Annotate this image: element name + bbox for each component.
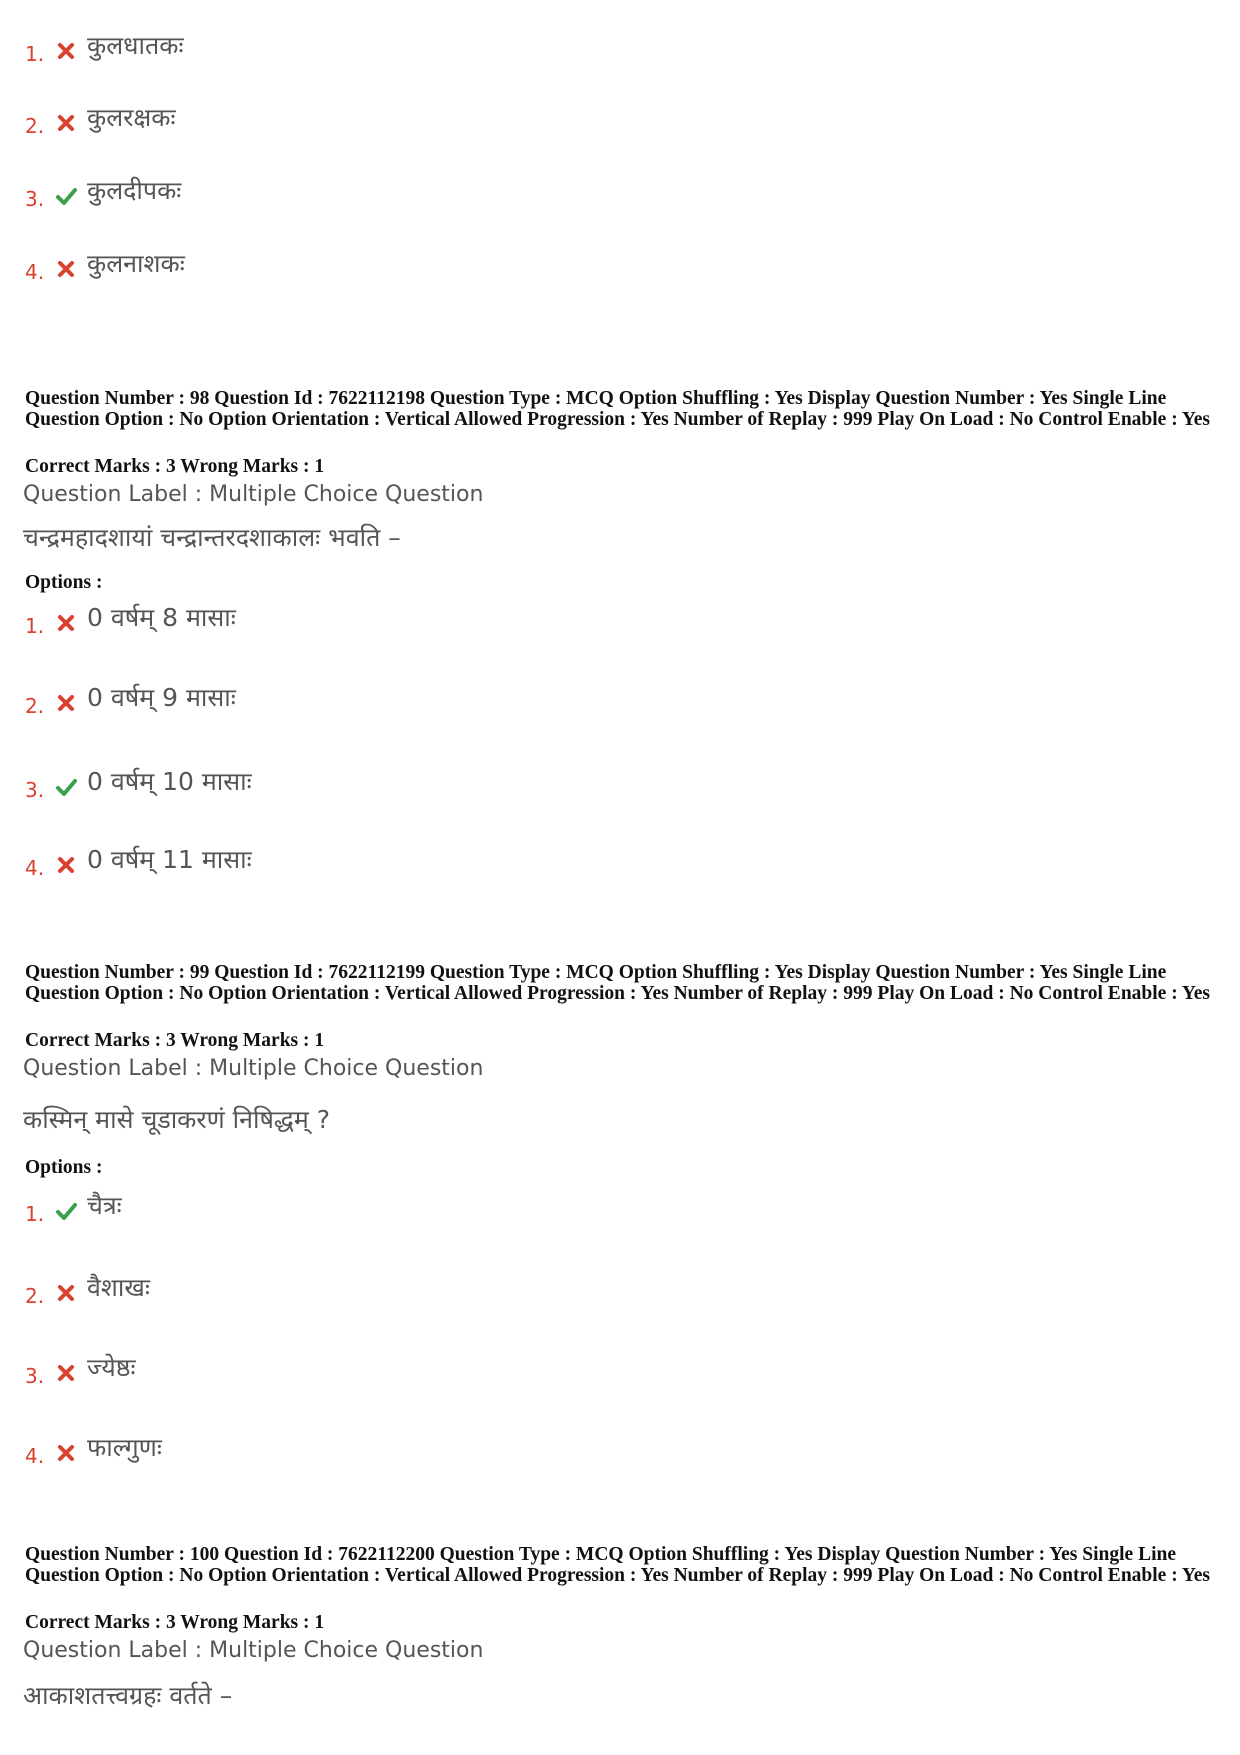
question-text: आकाशतत्त्वग्रहः वर्तते – [23,1681,233,1710]
options-heading: Options : [25,572,103,593]
option-text: कुलदीपकः [87,176,182,205]
check-icon [55,185,77,207]
option-number: 1. [25,614,45,638]
option-text: 0 वर्षम् 11 मासाः [87,845,252,874]
question-text: कस्मिन् मासे चूडाकरणं निषिद्धम् ? [23,1105,331,1134]
question-meta: Question Number : 100 Question Id : 7622112200 Question Type : MCQ Option Shuffling : Yes Display Question Number : Yes Single Line Question Option : No Option Orientation : Vertical Allowed Progression : Yes Number of Replay : 999 Play On Load : No Control Enable : Yes [25,1544,1211,1586]
option-number: 4. [25,260,45,284]
check-icon [55,1200,77,1222]
option-number: 2. [25,1284,45,1308]
option-number: 4. [25,856,45,880]
cross-icon [55,1362,77,1384]
cross-icon [55,258,77,280]
cross-icon [55,692,77,714]
option-number: 1. [25,42,45,66]
question-text: चन्द्रमहादशायां चन्द्रान्तरदशाकालः भवति – [23,523,401,552]
question-label: Question Label : Multiple Choice Question [23,482,484,507]
option-number: 3. [25,187,45,211]
cross-icon [55,1282,77,1304]
option-text: कुलनाशकः [87,249,185,278]
option-number: 4. [25,1444,45,1468]
options-heading: Options : [25,1157,103,1178]
question-label: Question Label : Multiple Choice Question [23,1056,484,1081]
question-marks: Correct Marks : 3 Wrong Marks : 1 [25,1612,325,1633]
cross-icon [55,112,77,134]
option-number: 3. [25,778,45,802]
question-meta: Question Number : 98 Question Id : 7622112198 Question Type : MCQ Option Shuffling : Yes Display Question Number : Yes Single Line Question Option : No Option Orientation : Vertical Allowed Progression : Yes Number of Replay : 999 Play On Load : No Control Enable : Yes [25,388,1211,430]
option-text: कुलधातकः [87,31,184,60]
cross-icon [55,1442,77,1464]
option-number: 2. [25,114,45,138]
cross-icon [55,40,77,62]
cross-icon [55,854,77,876]
option-number: 1. [25,1202,45,1226]
option-text: 0 वर्षम् 9 मासाः [87,683,236,712]
question-meta: Question Number : 99 Question Id : 7622112199 Question Type : MCQ Option Shuffling : Yes Display Question Number : Yes Single Line Question Option : No Option Orientation : Vertical Allowed Progression : Yes Number of Replay : 999 Play On Load : No Control Enable : Yes [25,962,1211,1004]
option-text: चैत्रः [87,1191,122,1220]
option-text: 0 वर्षम् 8 मासाः [87,603,236,632]
option-text: 0 वर्षम् 10 मासाः [87,767,252,796]
option-number: 3. [25,1364,45,1388]
option-text: ज्येष्ठः [87,1353,136,1382]
option-text: फाल्गुणः [87,1433,162,1462]
question-label: Question Label : Multiple Choice Question [23,1638,484,1663]
question-marks: Correct Marks : 3 Wrong Marks : 1 [25,456,325,477]
check-icon [55,776,77,798]
question-marks: Correct Marks : 3 Wrong Marks : 1 [25,1030,325,1051]
option-text: कुलरक्षकः [87,103,176,132]
cross-icon [55,612,77,634]
option-text: वैशाखः [87,1273,150,1302]
option-number: 2. [25,694,45,718]
